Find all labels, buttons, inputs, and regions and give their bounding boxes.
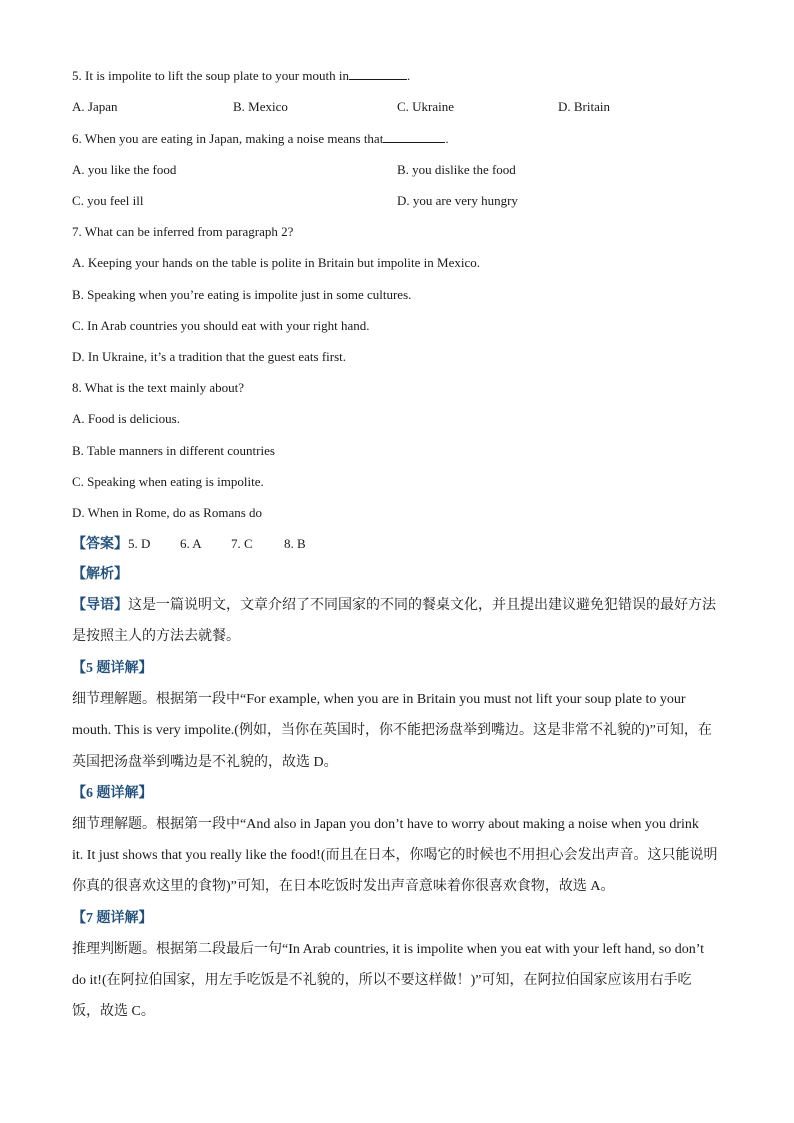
question-5-option-d: D. Britain <box>558 99 610 114</box>
answer-item-7: 7. C <box>231 536 253 551</box>
answer-item-6: 6. A <box>180 536 202 551</box>
question-7-option-a: A. Keeping your hands on the table is polite in Britain but impolite in Mexico. <box>72 255 480 270</box>
answer-item-8: 8. B <box>284 536 306 551</box>
question-5-option-b: B. Mexico <box>233 99 288 114</box>
question-5-text: 5. It is impolite to lift the soup plate to your mouth in <box>72 68 349 83</box>
answer-item-5: 5. D <box>128 536 151 551</box>
detail-6-line-1: 细节理解题。根据第一段中“And also in Japan you don’t have to worry about making a noise when you drink <box>72 817 699 832</box>
question-8-option-d: D. When in Rome, do as Romans do <box>72 505 263 520</box>
question-7-option-b: B. Speaking when you’re eating is impolite just in some cultures. <box>72 287 412 302</box>
question-6-option-a: A. you like the food <box>72 162 177 177</box>
detail-5-line-1: 细节理解题。根据第一段中“For example, when you are in Britain you must not lift your soup plate to your <box>72 692 686 707</box>
analysis-label: 【解析】 <box>72 567 128 582</box>
question-6-option-b: B. you dislike the food <box>397 162 516 177</box>
detail-5-heading: 【5 题详解】 <box>72 661 153 676</box>
question-6-option-c: C. you feel ill <box>72 193 144 208</box>
question-6-stem <box>72 130 449 148</box>
answer-line <box>72 535 150 554</box>
question-5-period: . <box>406 68 411 83</box>
answer-blank <box>383 130 445 143</box>
detail-7-line-2: do it!(在阿拉伯国家，用左手吃饭是不礼貌的，所以不要这样做！)”可知，在阿拉伯国家应该用右手吃 <box>72 973 692 988</box>
question-6-text: 6. When you are eating in Japan, making a noise means that <box>72 131 384 146</box>
question-7-option-c: C. In Arab countries you should eat with your right hand. <box>72 318 370 333</box>
detail-6-heading: 【6 题详解】 <box>72 786 153 801</box>
detail-5-line-3: 英国把汤盘举到嘴边是不礼貌的，故选 D。 <box>72 755 338 770</box>
answer-blank <box>349 67 407 80</box>
answer-label: 【答案】 <box>72 537 128 552</box>
question-8-option-b: B. Table manners in different countries <box>72 443 275 458</box>
question-8-option-c: C. Speaking when eating is impolite. <box>72 474 264 489</box>
detail-7-heading: 【7 题详解】 <box>72 911 153 926</box>
intro-text-1: 这是一篇说明文，文章介绍了不同国家的不同的餐桌文化，并且提出建议避免犯错误的最好方法 <box>128 598 716 613</box>
question-8-option-a: A. Food is delicious. <box>72 411 180 426</box>
question-6-option-d: D. you are very hungry <box>397 193 518 208</box>
intro-line-1 <box>72 597 716 615</box>
detail-6-line-3: 你真的很喜欢这里的食物)”可知，在日本吃饭时发出声音意味着你很喜欢食物，故选 A。 <box>72 879 615 894</box>
intro-line-2: 是按照主人的方法去就餐。 <box>72 629 240 644</box>
question-5-option-c: C. Ukraine <box>397 99 455 114</box>
question-5-option-a: A. Japan <box>72 99 118 114</box>
question-6-period: . <box>445 131 449 146</box>
question-8-stem: 8. What is the text mainly about? <box>72 380 244 395</box>
question-7-option-d: D. In Ukraine, it’s a tradition that the guest eats first. <box>72 349 347 364</box>
detail-7-line-1: 推理判断题。根据第二段最后一句“In Arab countries, it is impolite when you eat with your left hand, so don’t <box>72 942 704 957</box>
detail-5-line-2: mouth. This is very impolite.(例如，当你在英国时，你不能把汤盘举到嘴边。这是非常不礼貌的)”可知，在 <box>72 723 712 738</box>
detail-7-line-3: 饭，故选 C。 <box>72 1004 155 1019</box>
intro-tag: 【导语】 <box>72 598 128 613</box>
question-5-stem <box>72 67 410 85</box>
question-7-stem: 7. What can be inferred from paragraph 2? <box>72 224 294 239</box>
detail-6-line-2: it. It just shows that you really like the food!(而且在日本，你喝它的时候也不用担心会发出声音。这只能说明 <box>72 848 718 863</box>
